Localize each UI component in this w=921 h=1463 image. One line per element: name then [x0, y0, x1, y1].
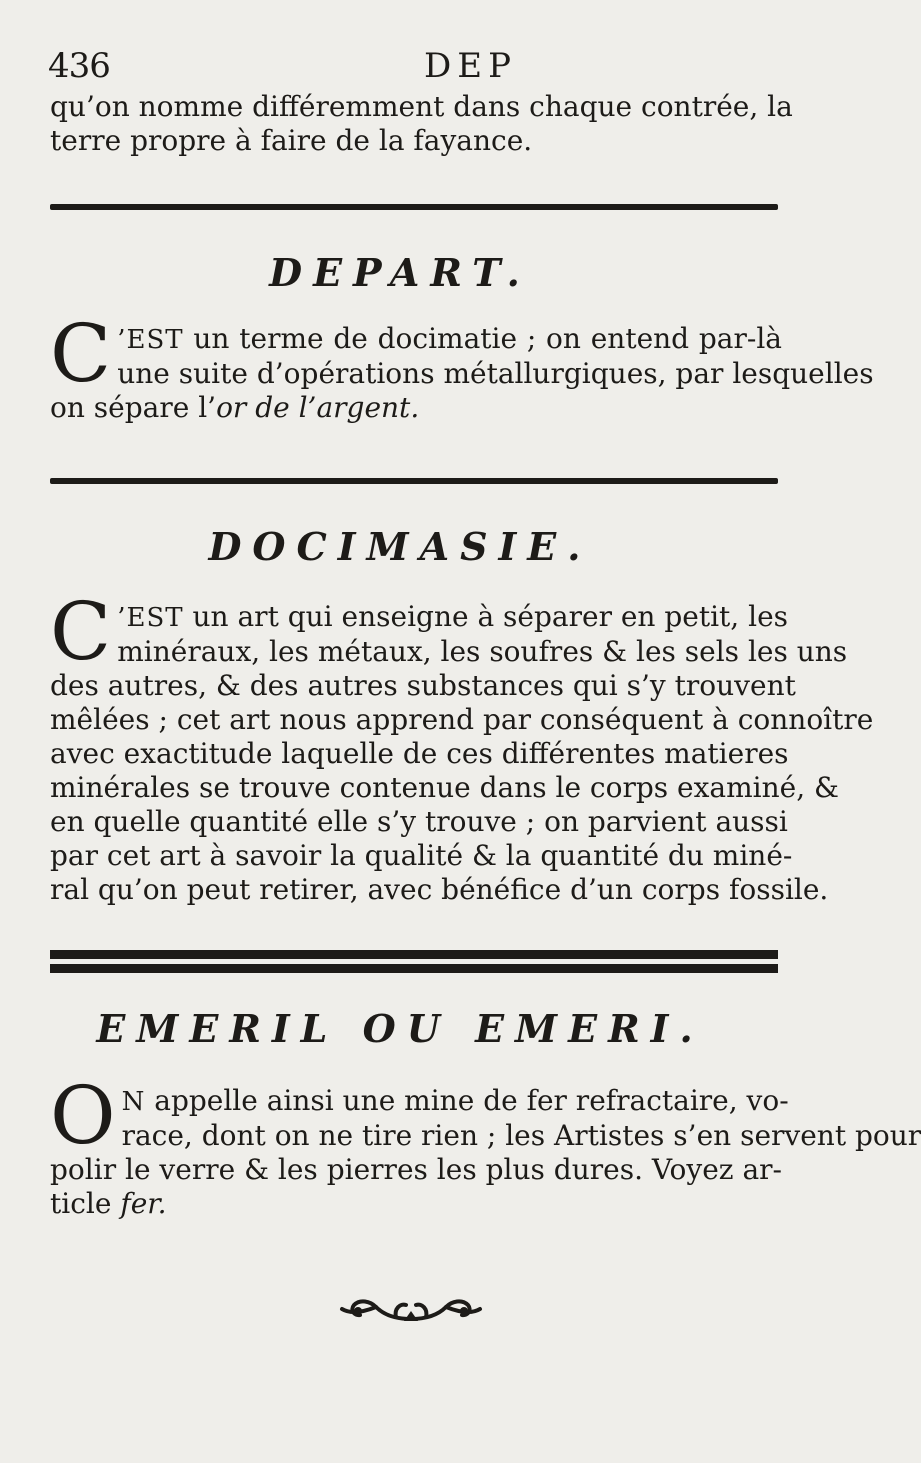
- drop-cap: O: [50, 1069, 116, 1162]
- text-line: une suite d’opérations métallurgiques, par lesquelles: [117, 357, 874, 390]
- text-line: minérales se trouve contenue dans le corps examiné, &: [50, 771, 839, 804]
- entry-title-emeril: EMERIL OU EMERI.: [96, 1006, 704, 1051]
- text-line: race, dont on ne tire rien ; les Artistes s’en servent pour: [121, 1119, 921, 1152]
- text-line: on sépare l’: [50, 391, 217, 424]
- text-line: qu’on nomme différemment dans chaque contrée, la: [50, 90, 793, 123]
- entry-title-depart: DEPART.: [269, 250, 531, 295]
- text-line: un terme de docimatie ; on entend par-là: [183, 322, 782, 355]
- page-header: [48, 46, 768, 94]
- intro-paragraph: [50, 90, 793, 158]
- italic-term: fer.: [120, 1187, 167, 1220]
- page-number: 436: [48, 46, 110, 86]
- first-word: N: [121, 1087, 146, 1117]
- text-line: des autres, & des autres substances qui s’y trouvent: [50, 669, 796, 702]
- first-word: ’EST: [117, 603, 184, 633]
- entry-title-docimasie: DOCIMASIE.: [208, 524, 592, 569]
- text-line: appelle ainsi une mine de fer refractaire, vo-: [145, 1084, 789, 1117]
- section-rule: [50, 204, 778, 210]
- entry-text-docimasie: [50, 585, 874, 907]
- text-line: en quelle quantité elle s’y trouve ; on parvient aussi: [50, 805, 788, 838]
- drop-cap: C: [50, 307, 112, 400]
- running-head: DEP: [424, 46, 517, 86]
- text-line: polir le verre & les pierres les plus dures. Voyez ar-: [50, 1153, 782, 1186]
- text-line: un art qui enseigne à séparer en petit, les: [183, 600, 789, 633]
- tailpiece-ornament-icon: [336, 1285, 486, 1327]
- text-line: ral qu’on peut retirer, avec bénéfice d’un corps fossile.: [50, 873, 829, 906]
- drop-cap: C: [50, 585, 112, 678]
- first-word: ’EST: [117, 325, 184, 355]
- text-line: par cet art à savoir la qualité & la quantité du miné-: [50, 839, 793, 872]
- text-line: terre propre à faire de la fayance.: [50, 124, 533, 157]
- double-rule: [50, 950, 778, 974]
- text-line: ticle: [50, 1187, 121, 1220]
- text-line: minéraux, les métaux, les soufres & les sels les uns: [117, 635, 848, 668]
- text-line: mêlées ; cet art nous apprend par conséquent à connoître: [50, 703, 874, 736]
- section-rule: [50, 478, 778, 484]
- italic-term: or de l’argent.: [216, 391, 420, 424]
- entry-text-emeril: [50, 1069, 921, 1221]
- text-line: avec exactitude laquelle de ces différentes matieres: [50, 737, 789, 770]
- entry-text-depart: [50, 307, 874, 425]
